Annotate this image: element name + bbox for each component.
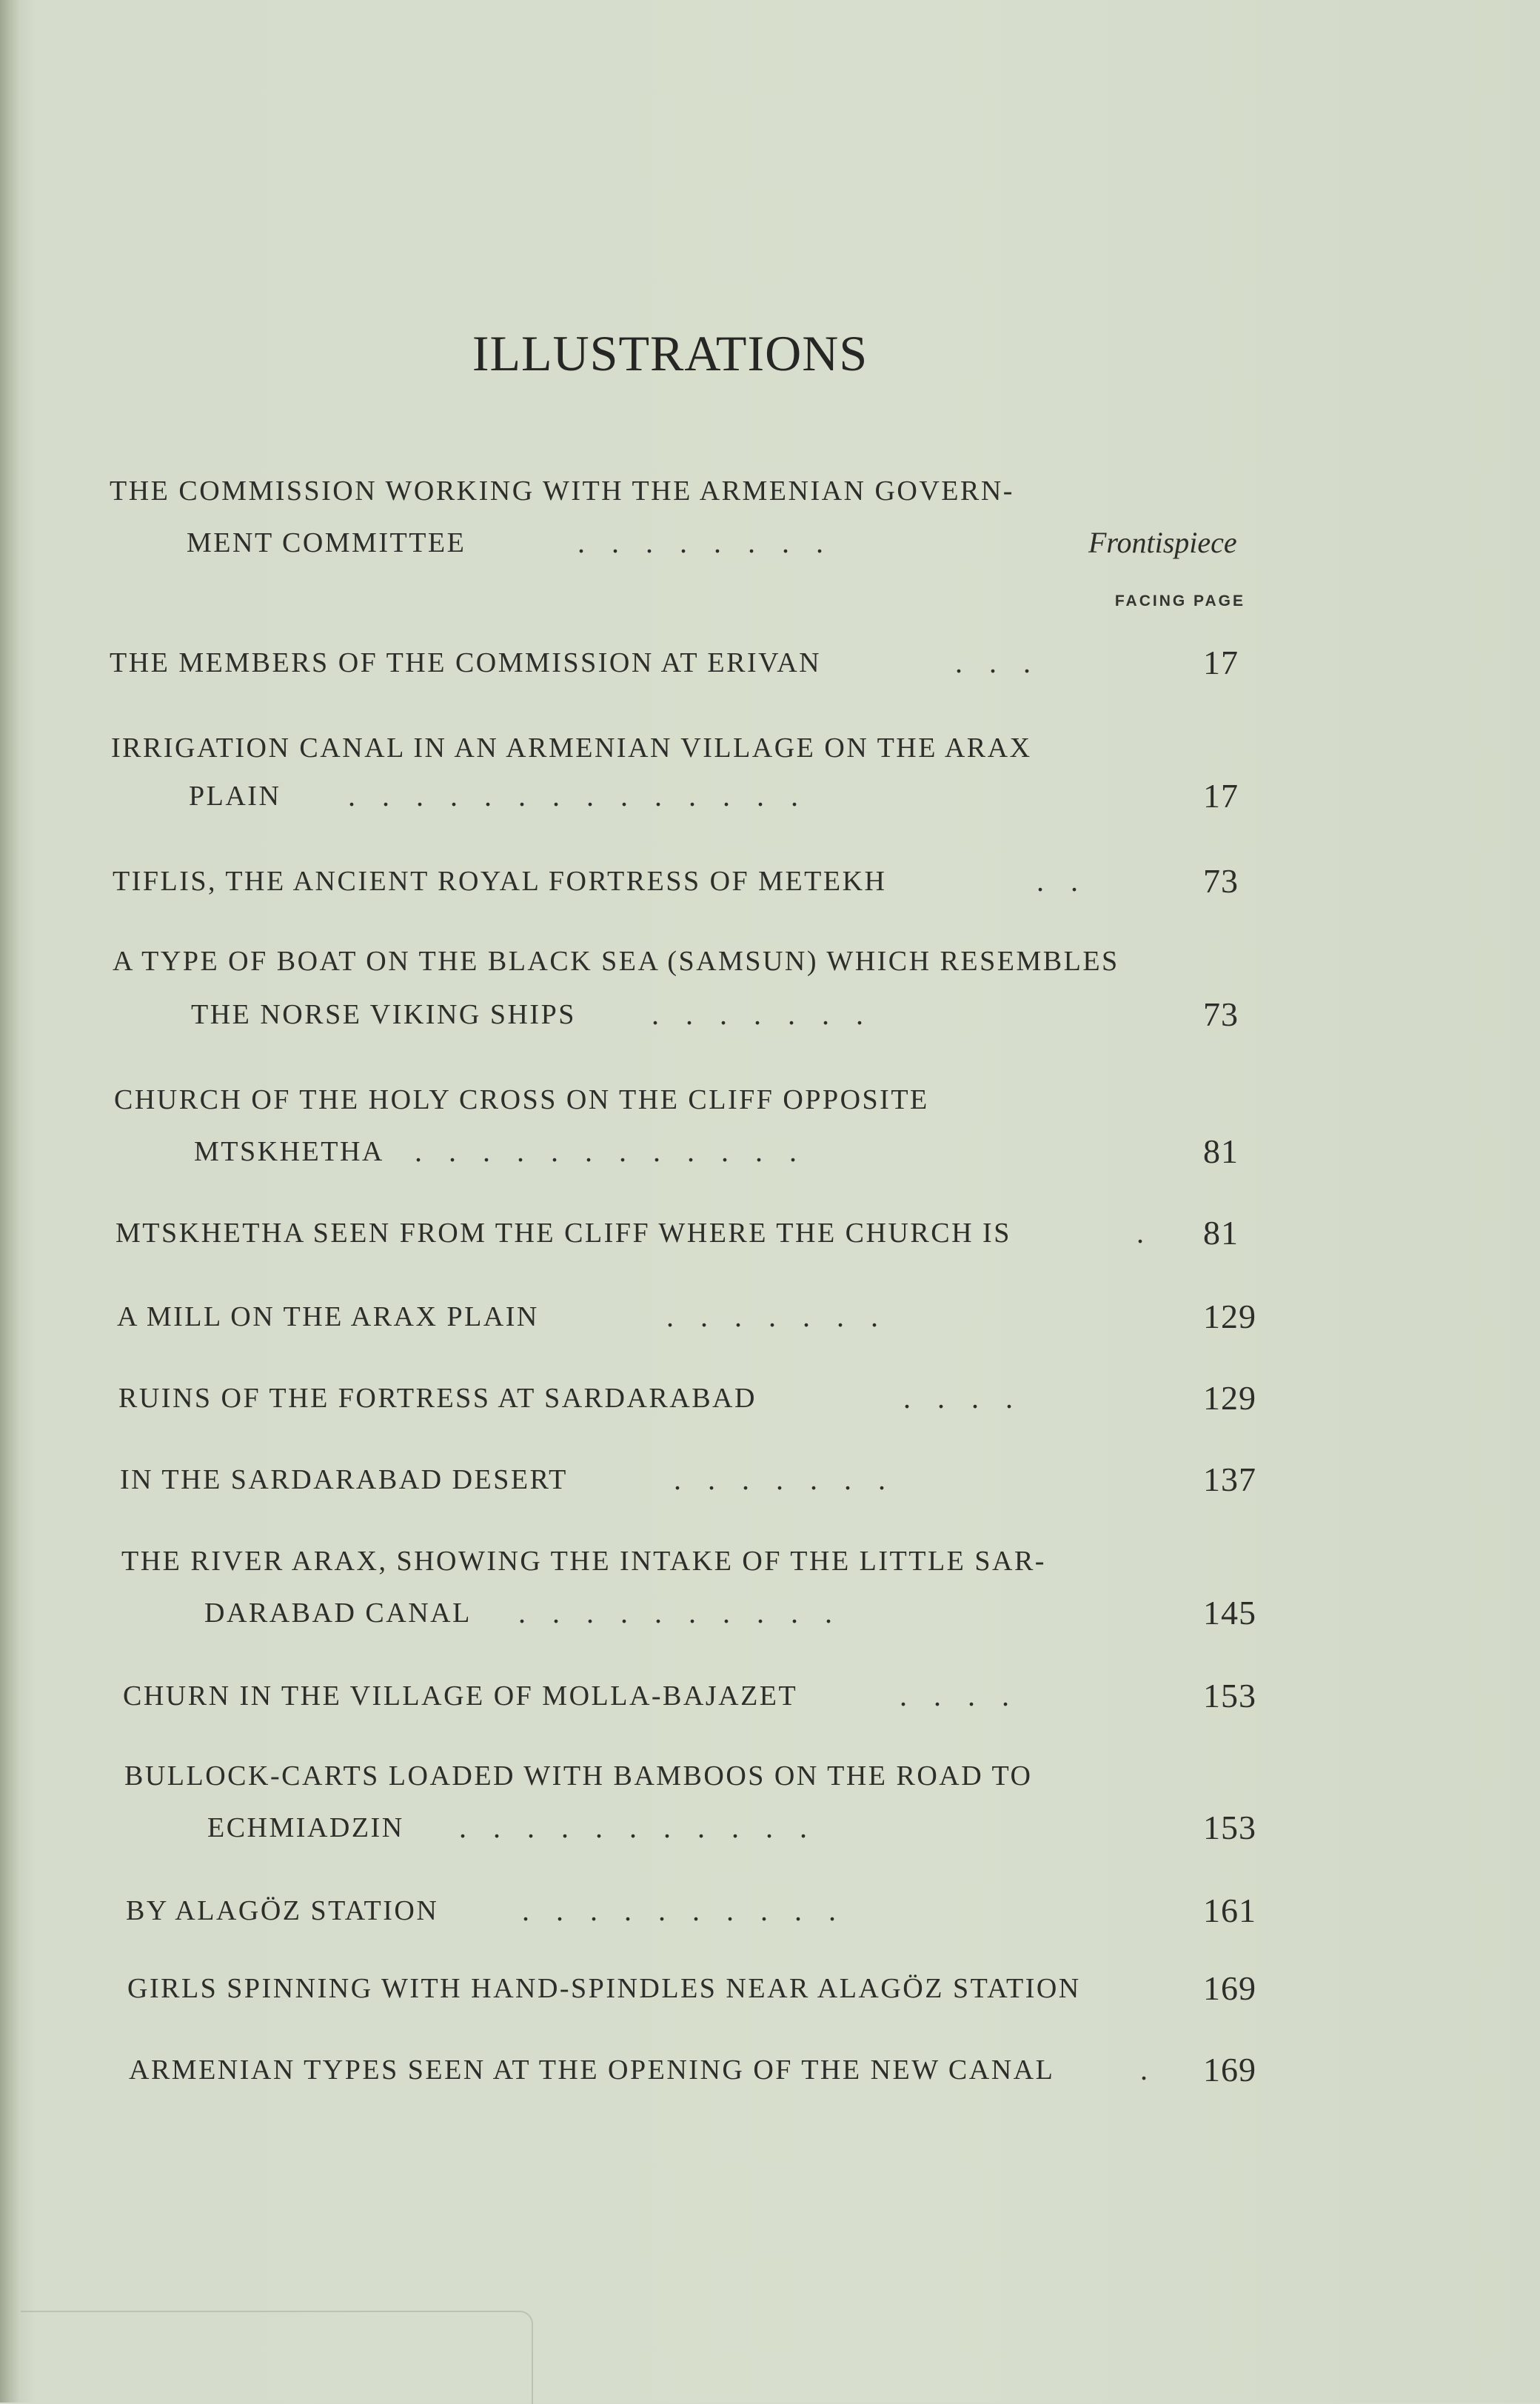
entry-title: IN THE SARDARABAD DESERT	[120, 1464, 568, 1495]
entry-title: MTSKHETHA SEEN FROM THE CLIFF WHERE THE CHURCH IS	[116, 1218, 1011, 1249]
dot-leader: ..............	[348, 779, 825, 812]
dot-leader: .......	[666, 1300, 905, 1333]
entry-title-continued: ECHMIADZIN	[207, 1812, 404, 1843]
entry-title: BULLOCK-CARTS LOADED WITH BAMBOOS ON THE ROAD TO	[124, 1760, 1033, 1792]
dot-leader: .......	[652, 998, 890, 1031]
dot-leader: ..	[1037, 864, 1105, 898]
entry-line	[117, 1295, 1273, 1339]
entry-line	[110, 469, 1273, 513]
dot-leader: .......	[674, 1463, 912, 1496]
entry-title: RUINS OF THE FORTRESS AT SARDARABAD	[118, 1383, 757, 1414]
entry-line	[126, 1889, 1273, 1933]
entry-line-continued	[194, 1129, 1273, 1174]
page-number: 17	[1203, 777, 1239, 815]
page-number: 153	[1203, 1809, 1256, 1846]
entry-line	[116, 1211, 1273, 1255]
entry-line	[123, 1674, 1273, 1718]
entry-title-continued: DARABAD CANAL	[204, 1597, 472, 1629]
page-number: 145	[1203, 1594, 1256, 1632]
entry-line	[120, 1458, 1273, 1502]
dot-leader: ..........	[518, 1596, 859, 1629]
entry-title: THE MEMBERS OF THE COMMISSION AT ERIVAN	[110, 647, 822, 678]
page-corner-mark	[21, 2311, 533, 2404]
page-number: Frontispiece	[1088, 526, 1237, 559]
entry-title: BY ALAGÖZ STATION	[126, 1895, 439, 1926]
page-number: 73	[1203, 995, 1239, 1033]
entry-line	[113, 939, 1273, 984]
entry-title: IRRIGATION CANAL IN AN ARMENIAN VILLAGE ON THE ARAX	[111, 732, 1032, 764]
page-number: 129	[1203, 1298, 1256, 1335]
entry-title-continued: THE NORSE VIKING SHIPS	[191, 999, 576, 1030]
dot-leader: .	[1136, 1216, 1171, 1249]
entry-line	[129, 2048, 1273, 2092]
entry-line	[110, 641, 1273, 685]
entry-line	[127, 1966, 1273, 2011]
entry-line	[124, 1754, 1273, 1798]
entry-line	[113, 859, 1273, 904]
entry-line-continued	[191, 992, 1273, 1037]
page-title: ILLUSTRATIONS	[472, 325, 868, 381]
page-number: 153	[1203, 1677, 1256, 1714]
entry-title: THE RIVER ARAX, SHOWING THE INTAKE OF THE LITTLE SAR-	[121, 1546, 1046, 1577]
entry-title-continued: MENT COMMITTEE	[187, 527, 466, 558]
page-number: 161	[1203, 1892, 1256, 1929]
entry-title-continued: PLAIN	[189, 781, 281, 812]
dot-leader: ....	[900, 1679, 1036, 1712]
entry-title: TIFLIS, THE ANCIENT ROYAL FORTRESS OF METEKH	[113, 866, 887, 897]
entry-title: THE COMMISSION WORKING WITH THE ARMENIAN GOVERN-	[110, 475, 1014, 507]
dot-leader: .	[1140, 2053, 1174, 2086]
dot-leader: ....	[903, 1381, 1040, 1415]
entry-title: A TYPE OF BOAT ON THE BLACK SEA (SAMSUN) WHICH RESEMBLES	[113, 946, 1119, 977]
page-number: 169	[1203, 1969, 1256, 2007]
dot-leader: ........	[578, 526, 850, 559]
entry-title: ARMENIAN TYPES SEEN AT THE OPENING OF THE NEW CANAL	[129, 2054, 1055, 2086]
entry-line-continued	[187, 521, 1273, 565]
page-number: 81	[1203, 1214, 1239, 1252]
page-number: 137	[1203, 1460, 1256, 1498]
entry-title: CHURN IN THE VILLAGE OF MOLLA-BAJAZET	[123, 1680, 798, 1712]
entry-line	[118, 1376, 1273, 1420]
page-number: 129	[1203, 1379, 1256, 1417]
entry-line	[121, 1539, 1273, 1583]
page-number: 73	[1203, 862, 1239, 900]
entry-title: GIRLS SPINNING WITH HAND-SPINDLES NEAR ALAGÖZ STATION	[127, 1973, 1081, 2004]
page-number: 81	[1203, 1132, 1239, 1170]
entry-line-continued	[204, 1591, 1273, 1635]
entry-line-continued	[189, 774, 1273, 818]
dot-leader: ...	[955, 646, 1057, 679]
entry-line	[114, 1078, 1273, 1122]
dot-leader: ..........	[522, 1894, 863, 1927]
page-number: 17	[1203, 644, 1239, 681]
entry-line-continued	[207, 1806, 1273, 1850]
entry-line	[111, 726, 1273, 770]
dot-leader: ............	[415, 1135, 823, 1168]
entry-title: CHURCH OF THE HOLY CROSS ON THE CLIFF OPPOSITE	[114, 1084, 929, 1115]
page-number: 169	[1203, 2051, 1256, 2089]
entry-title: A MILL ON THE ARAX PLAIN	[117, 1301, 539, 1332]
dot-leader: ...........	[459, 1811, 834, 1844]
facing-page-label: FACING PAGE	[1114, 592, 1245, 610]
entry-title-continued: MTSKHETHA	[194, 1136, 384, 1167]
